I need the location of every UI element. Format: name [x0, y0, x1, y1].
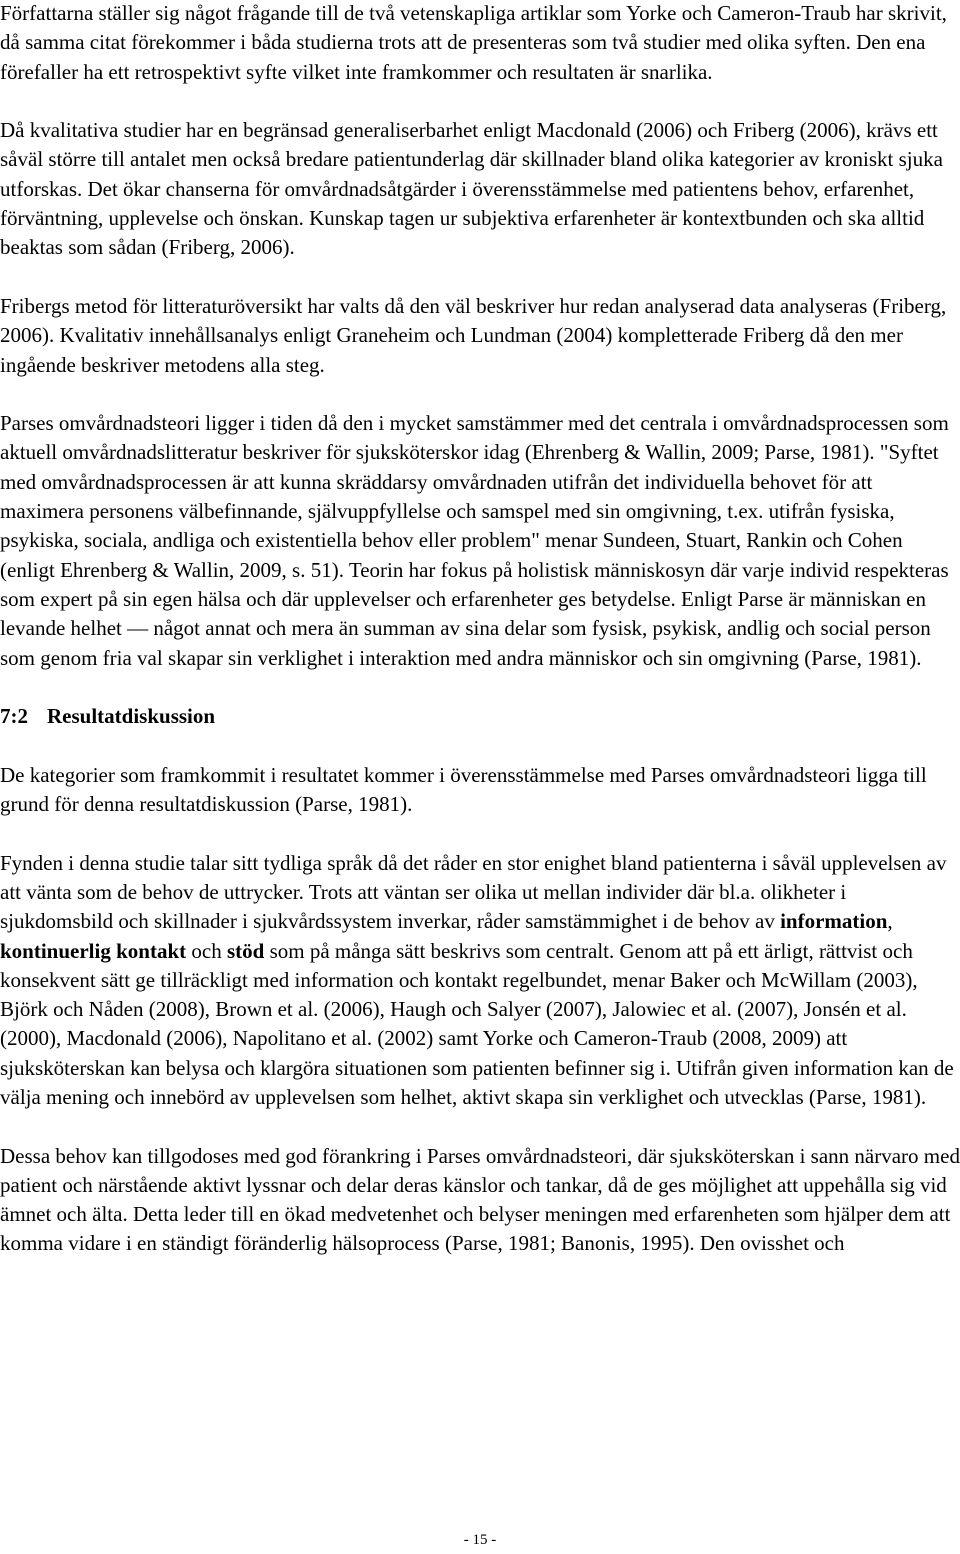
paragraph-method: Fribergs metod för litteraturöversikt har valts då den väl beskriver hur redan analyserad data analyseras (Friberg, 2006). Kvalitativ innehållsanalys enligt Graneheim och Lundman (2004) kompletterade Friberg då den mer ingående beskriver metodens alla steg.: [0, 293, 947, 377]
findings-text-3: och: [186, 938, 227, 963]
findings-text-2: ,: [887, 909, 893, 934]
section-heading: [0, 702, 960, 731]
paragraph-parse-theory: Parses omvårdnadsteori ligger i tiden då den i mycket samstämmer med det centrala i omvårdnadsprocessen som aktuell omvårdnadslitteratur beskriver för sjuksköterskor idag (Ehrenberg & Wallin, 2009; Parse, 1981). "Syftet med omvårdnadsprocessen är att kunna skräddarsy omvårdnaden utifrån det individuella behovet för att maximera personens välbefinnande, självuppfyllelse och samspel med sin omgivning, t.ex. utifrån fysiska, psykiska, sociala, andliga och existentiella behov eller problem" menar Sundeen, Stuart, Rankin och Cohen (enligt Ehrenberg & Wallin, 2009, s. 51). Teorin har fokus på holistisk människosyn där varje individ respekteras som expert på sin egen hälsa och där upplevelser och erfarenheter ges betydelse. Enligt Parse är människan en levande helhet — något annat och mera än summan av sina delar som fysisk, psykisk, andlig och social person som genom fria val skapar sin verklighet i interaktion med andra människor och sin omgivning (Parse, 1981).: [0, 411, 949, 670]
keyword-support: stöd: [226, 938, 265, 963]
page-number: - 15 -: [463, 1532, 497, 1548]
keyword-continuous-contact: kontinuerlig kontakt: [0, 938, 187, 963]
section-number: 7:2: [0, 704, 28, 729]
paragraph-generalizability: Då kvalitativa studier har en begränsad generaliserbarhet enligt Macdonald (2006) och Friberg (2006), krävs ett såväl större till antalet men också bredare patientunderlag där skillnader bland olika kategorier av kroniskt sjuka utforskas. Det ökar chanserna för omvårdnadsåtgärder i överensstämmelse med patientens behov, erfarenhet, förväntning, upplevelse och önskan. Kunskap tagen ur subjektiva erfarenheter är kontextbunden och ska alltid beaktas som sådan (Friberg, 2006).: [0, 118, 943, 260]
findings-text-1: Fynden i denna studie talar sitt tydliga språk då det råder en stor enighet bland patienterna i såväl upplevelsen av att vänta som de behov de uttrycker. Trots att väntan ser olika ut mellan individer där bl.a. olikheter i sjukdomsbild och skillnader i sjukvårdssystem inverkar, råder samstämmighet i de behov av: [0, 850, 947, 934]
paragraph-categories: De kategorier som framkommit i resultatet kommer i överensstämmelse med Parses omvårdnadsteori ligga till grund för denna resultatdiskussion (Parse, 1981).: [0, 762, 927, 817]
keyword-information: information: [780, 909, 888, 934]
section-title: Resultatdiskussion: [47, 704, 216, 729]
paragraph-critique-yorke: Författarna ställer sig något frågande till de två vetenskapliga artiklar som Yorke och Cameron-Traub har skrivit, då samma citat förekommer i båda studierna trots att de presenteras som två studier med olika syften. Den ena förefaller ha ett retrospektivt syfte vilket inte framkommer och resultaten är snarlika.: [0, 1, 947, 84]
paragraph-findings: [0, 849, 960, 1113]
findings-text-4: som på många sätt beskrivs som centralt. Genom att på ett ärligt, rättvist och konsekvent sätt ge tillräckligt med information och kontakt regelbundet, menar Baker och McWillam (2003), Björk och Nåden (2008), Brown et al. (2006), Haugh och Salyer (2007), Jalowiec et al. (2007), Jonsén et al. (2000), Macdonald (2006), Napolitano et al. (2002) samt Yorke och Cameron-Traub (2008, 2009) att sjuksköterskan kan belysa och klargöra situationen som patienten befinner sig i. Utifrån given information kan de välja mening och innebörd av upplevelsen som helhet, aktivt skapa sin verklighet och utvecklas (Parse, 1981).: [0, 938, 954, 1109]
paragraph-needs: Dessa behov kan tillgodoses med god förankring i Parses omvårdnadsteori, där sjuksköterskan i sann närvaro med patient och närstående aktivt lyssnar och delar deras känslor och tankar, då de ges möjlighet att uppehålla sig vid ämnet och älta. Detta leder till en ökad medvetenhet och belyser meningen med erfarenheten som hjälper dem att komma vidare i en ständigt föränderlig hälsoprocess (Parse, 1981; Banonis, 1995). Den ovisshet och: [0, 1143, 960, 1256]
